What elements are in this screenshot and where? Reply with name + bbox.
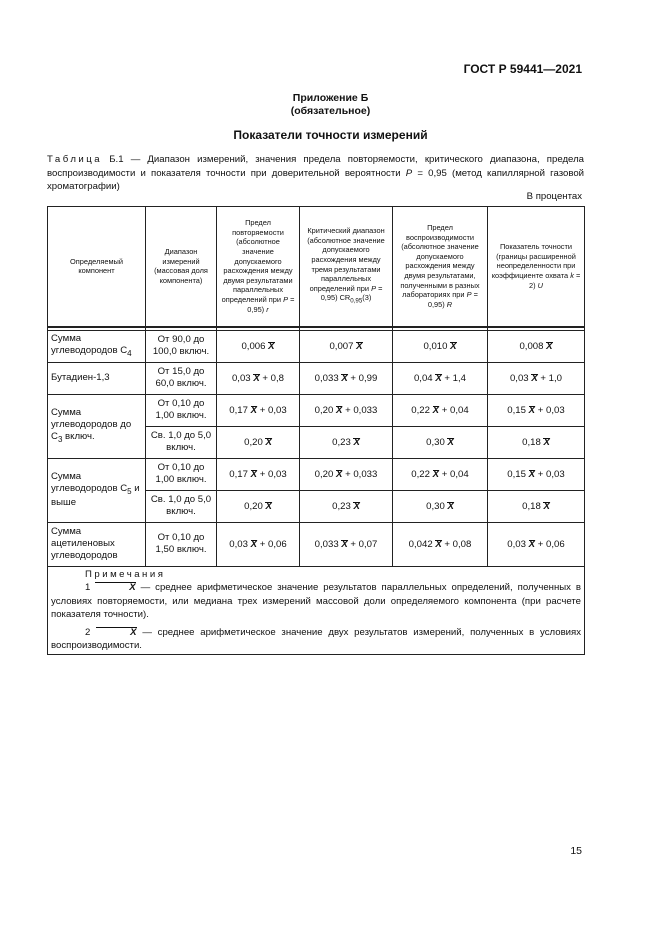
critical-range-cell: 0,23 X [300,490,393,522]
accuracy-cell: 0,18 X [488,426,585,458]
reproducibility-cell: 0,22 X + 0,04 [393,394,488,426]
table-row [48,394,585,426]
component-cell: Сумма углеводородов до $C_3$ включ. [48,394,146,458]
repeatability-cell: 0,20 X [217,426,300,458]
units-label: В процентах [526,191,582,202]
repeatability-cell: 0,03 X + 0,06 [217,522,300,566]
table-row [48,522,585,566]
note-2: 2 X — среднее арифметическое значение двух результатов измерений, полученных в условиях воспроизводимости. [51,626,582,651]
caption-label: Таблица [47,154,103,165]
component-cell: Бутадиен-1,3 [48,362,146,394]
table-header-row [48,207,585,327]
reproducibility-cell: 0,30 X [393,426,488,458]
critical-range-cell: 0,23 X [300,426,393,458]
critical-range-cell: 0,007 X [300,330,393,362]
table-row [48,458,585,490]
header-reproducibility: Предел воспроизводимости (абсолютное значение допускаемого расхождения между двумя результатами, полученными в разных лабораториях при P = 0,95) R [393,207,488,327]
repeatability-cell: 0,17 X + 0,03 [217,394,300,426]
accuracy-table [47,206,585,655]
note-1: 1 X — среднее арифметическое значение результатов параллельных определений, полученных в условиях повторяемости, или медиана трех измерений массовой доли определяемого компонента (при расчете показателя точности). [51,582,581,620]
repeatability-cell: 0,17 X + 0,03 [217,458,300,490]
critical-range-cell: 0,033 X + 0,07 [300,522,393,566]
appendix-status: (обязательное) [290,105,371,117]
critical-range-cell: 0,20 X + 0,033 [300,458,393,490]
reproducibility-cell: 0,042 X + 0,08 [393,522,488,566]
range-cell: Св. 1,0 до 5,0 включ. [146,426,217,458]
caption-text-end: = 0,95 (метод капиллярной газовой хроматографии) [47,167,585,192]
header-accuracy: Показатель точности (границы расширенной неопределенности при коэффициенте охвата k = 2) U [488,207,585,327]
repeatability-cell: 0,20 X [217,490,300,522]
table-row [48,362,585,394]
header-repeatability: Предел повторяемости (абсолютное значение допускаемого расхождения между двумя результатами параллельных определений при P = 0,95) r [217,207,300,327]
document-code: ГОСТ Р 59441—2021 [463,62,582,76]
notes-cell [48,566,585,654]
page-number: 15 [570,845,582,857]
header-critical-range: Критический диапазон (абсолютное значение допускаемого расхождения между тремя результатами параллельных определений при P = 0,95) $CR_{0,95}(3)$ [300,207,393,327]
range-cell: От 90,0 до 100,0 включ. [146,330,217,362]
critical-range-cell: 0,20 X + 0,033 [300,394,393,426]
range-cell: От 0,10 до 1,50 включ. [146,522,217,566]
appendix-title: Приложение Б [292,92,369,104]
repeatability-cell: 0,03 X + 0,8 [217,362,300,394]
component-cell: Сумма ацетиленовых углеводородов [48,522,146,566]
component-cell: Сумма углеводородов $C_5$ и выше [48,458,146,522]
reproducibility-cell: 0,22 X + 0,04 [393,458,488,490]
critical-range-cell: 0,033 X + 0,99 [300,362,393,394]
table-row [48,330,585,362]
accuracy-cell: 0,03 X + 0,06 [488,522,585,566]
notes-title: Примечания [85,568,166,580]
section-title: Показатели точности измерений [233,128,428,142]
range-cell: Св. 1,0 до 5,0 включ. [146,490,217,522]
notes-row [48,566,585,654]
range-cell: От 0,10 до 1,00 включ. [146,458,217,490]
reproducibility-cell: 0,30 X [393,490,488,522]
reproducibility-cell: 0,010 X [393,330,488,362]
caption-text: Б.1 — Диапазон измерений, значения предела повторяемости, критического диапазона, предела воспроизводимости и показателя точности при доверительной вероятности [47,154,584,179]
accuracy-cell: 0,18 X [488,490,585,522]
component-cell: Сумма углеводородов $C_4$ [48,330,146,362]
caption-p-symbol: P [405,167,413,179]
header-component: Определяемый компонент [48,207,146,327]
table-caption [47,153,584,194]
accuracy-cell: 0,03 X + 1,0 [488,362,585,394]
reproducibility-cell: 0,04 X + 1,4 [393,362,488,394]
header-range: Диапазон измерений (массовая доля компонента) [146,207,217,327]
accuracy-cell: 0,15 X + 0,03 [488,394,585,426]
range-cell: От 0,10 до 1,00 включ. [146,394,217,426]
accuracy-cell: 0,008 X [488,330,585,362]
range-cell: От 15,0 до 60,0 включ. [146,362,217,394]
accuracy-cell: 0,15 X + 0,03 [488,458,585,490]
repeatability-cell: 0,006 X [217,330,300,362]
